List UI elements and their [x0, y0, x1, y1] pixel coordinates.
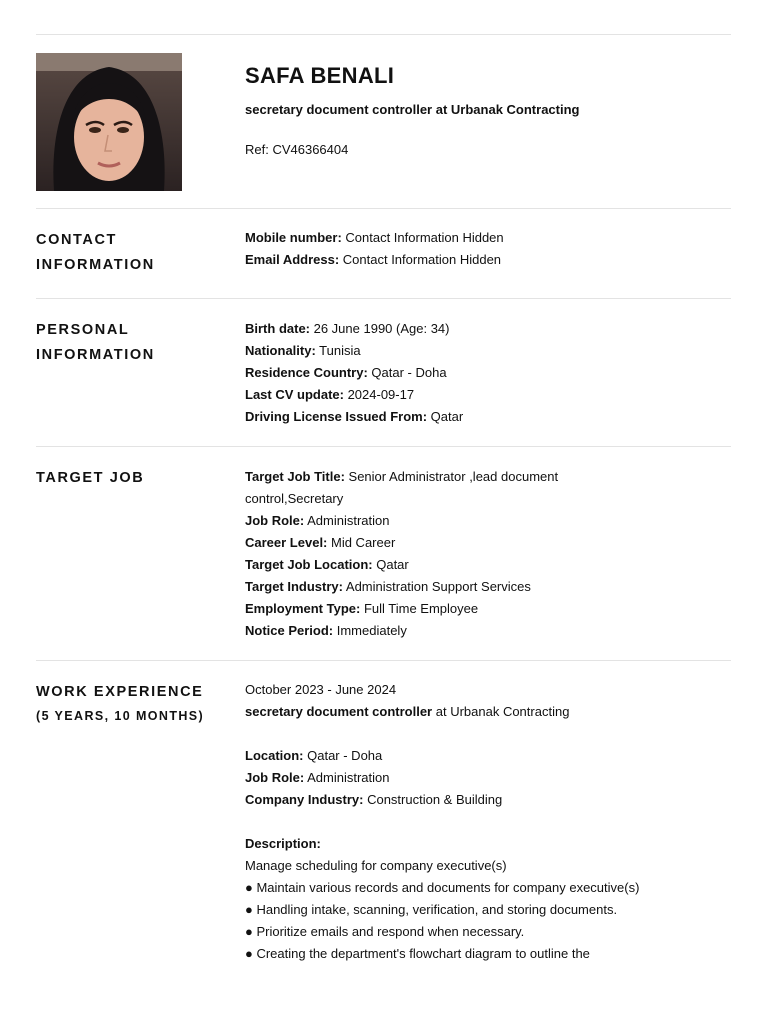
- detail-key: Last CV update:: [245, 387, 344, 402]
- detail-key: Target Industry:: [245, 579, 343, 594]
- detail-key: Employment Type:: [245, 601, 361, 616]
- section-title-contact: [36, 228, 155, 278]
- detail-row: [245, 789, 645, 811]
- job-dates: October 2023 - June 2024: [245, 682, 397, 697]
- detail-key: Driving License Issued From:: [245, 409, 428, 424]
- detail-row: [245, 362, 665, 384]
- detail-row: [245, 227, 665, 249]
- detail-row: [245, 340, 665, 362]
- detail-row: [245, 745, 645, 767]
- detail-key: Email Address:: [245, 252, 340, 267]
- detail-row: [245, 318, 665, 340]
- work-experience-entry: [245, 679, 645, 965]
- detail-value: Administration Support Services: [343, 579, 531, 594]
- detail-row: [245, 767, 645, 789]
- detail-row: [245, 532, 585, 554]
- section-title-personal: [36, 318, 155, 368]
- detail-value: Qatar: [372, 557, 409, 572]
- section-title-work-experience: WORK EXPERIENCE: [36, 684, 204, 700]
- detail-row: [245, 598, 585, 620]
- detail-value: Immediately: [333, 623, 407, 638]
- detail-value: Qatar - Doha: [367, 365, 447, 380]
- divider: [36, 208, 731, 209]
- profile-photo: [36, 53, 182, 191]
- detail-key: Mobile number:: [245, 230, 342, 245]
- job-position: secretary document controller: [245, 704, 433, 719]
- detail-row: [245, 249, 665, 271]
- detail-key: Job Role:: [245, 770, 305, 785]
- description-line: ● Handling intake, scanning, verification, and storing documents.: [245, 902, 618, 917]
- detail-value: Tunisia: [315, 343, 361, 358]
- detail-value: Construction & Building: [363, 792, 503, 807]
- detail-value: Full Time Employee: [360, 601, 479, 616]
- detail-key: Company Industry:: [245, 792, 364, 807]
- job-company: at Urbanak Contracting: [432, 704, 570, 719]
- detail-row: [245, 620, 585, 642]
- job-position-line: [245, 701, 645, 723]
- detail-key: Job Role:: [245, 513, 305, 528]
- detail-key: Residence Country:: [245, 365, 368, 380]
- section-title-line: INFORMATION: [36, 257, 155, 273]
- detail-row: [245, 510, 585, 532]
- description-line: ● Maintain various records and documents for company executive(s): [245, 880, 640, 895]
- detail-row: [245, 466, 585, 510]
- detail-key: Target Job Title:: [245, 469, 345, 484]
- description-line: ● Creating the department's flowchart diagram to outline the: [245, 946, 590, 961]
- divider: [36, 298, 731, 299]
- detail-key: Birth date:: [245, 321, 310, 336]
- detail-key: Location:: [245, 748, 304, 763]
- divider: [36, 446, 731, 447]
- detail-row: [245, 384, 665, 406]
- detail-key: Target Job Location:: [245, 557, 373, 572]
- detail-value: Qatar: [427, 409, 464, 424]
- contact-details: [245, 227, 665, 271]
- detail-value: Mid Career: [327, 535, 396, 550]
- detail-row: [245, 576, 585, 598]
- divider: [36, 660, 731, 661]
- section-title-target-job: TARGET JOB: [36, 470, 145, 486]
- detail-value: 2024-09-17: [343, 387, 415, 402]
- detail-row: [245, 554, 585, 576]
- section-title-line: PERSONAL: [36, 322, 130, 338]
- detail-value: Administration: [304, 770, 390, 785]
- top-divider: [36, 34, 731, 35]
- target-job-details: [245, 466, 585, 642]
- detail-value: Contact Information Hidden: [339, 252, 502, 267]
- description-line: Manage scheduling for company executive(s): [245, 858, 507, 873]
- detail-key: Nationality:: [245, 343, 316, 358]
- work-experience-duration: (5 YEARS, 10 MONTHS): [36, 709, 205, 723]
- detail-value: Qatar - Doha: [303, 748, 383, 763]
- detail-value: Senior Administrator ,lead document control,Secretary: [245, 469, 559, 506]
- section-title-line: INFORMATION: [36, 347, 155, 363]
- candidate-name: SAFA BENALI: [245, 63, 395, 88]
- description-line: ● Prioritize emails and respond when necessary.: [245, 924, 525, 939]
- detail-value: Administration: [304, 513, 390, 528]
- profile-photo-image: [36, 53, 182, 191]
- section-title-line: CONTACT: [36, 232, 118, 248]
- detail-value: Contact Information Hidden: [341, 230, 504, 245]
- cv-reference: Ref: CV46366404: [245, 142, 349, 157]
- candidate-headline: secretary document controller at Urbanak Contracting: [245, 102, 580, 117]
- detail-key: Notice Period:: [245, 623, 334, 638]
- personal-details: [245, 318, 665, 428]
- detail-row: [245, 406, 665, 428]
- detail-key: Career Level:: [245, 535, 328, 550]
- description-label: Description:: [245, 836, 321, 851]
- detail-value: 26 June 1990 (Age: 34): [310, 321, 450, 336]
